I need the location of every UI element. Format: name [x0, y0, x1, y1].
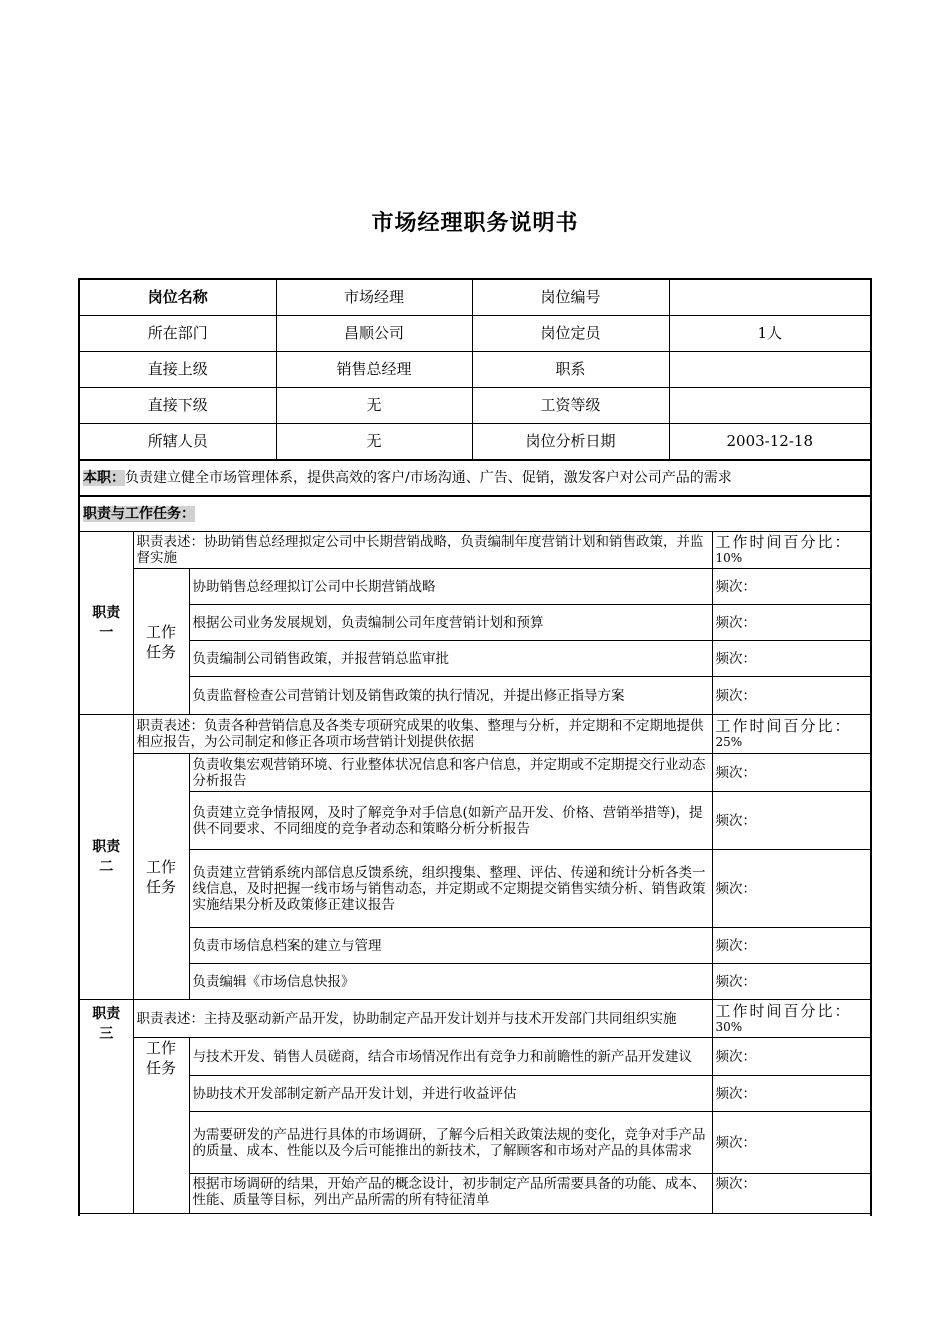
duty-2-task-1: 负责收集宏观营销环境、行业整体状况信息和客户信息，并定期或不定期提交行业动态分析报告: [189, 754, 712, 792]
duty-1-task-row-1: [80, 569, 870, 605]
duty-3-task-row-2: [80, 1076, 870, 1112]
duty-3-freq-3: 频次：: [712, 1112, 870, 1174]
duty-1-statement-row: [80, 532, 870, 569]
duty-1-freq-3: 频次：: [712, 641, 870, 677]
duty-2-pct-label: 工作时间百分比：: [715, 717, 852, 735]
duty-1-pct-cell: [712, 532, 870, 569]
value-position-name: 市场经理: [276, 280, 472, 316]
duty-2-task-row-1: [80, 754, 870, 792]
duty-1-task-3: 负责编制公司销售政策，并报营销总监审批: [189, 641, 712, 677]
duty-1-task-row-3: [80, 641, 870, 677]
value-position-code: [669, 280, 870, 316]
label-salary-grade: 工资等级: [472, 388, 669, 424]
duty-3-task-row-3: [80, 1112, 870, 1174]
value-analysis-date: 2003-12-18: [669, 424, 870, 460]
value-job-family: [669, 352, 870, 388]
duty-3-freq-1: 频次：: [712, 1038, 870, 1076]
label-subordinate: 直接下级: [80, 388, 276, 424]
duty-3-work-tasks-label: 工作任务: [133, 1038, 189, 1214]
label-job-family: 职系: [472, 352, 669, 388]
duties-table: [80, 496, 870, 1214]
label-analysis-date: 岗位分析日期: [472, 424, 669, 460]
duty-3-task-2: 协助技术开发部制定新产品开发计划，并进行收益评估: [189, 1076, 712, 1112]
info-row-2: [80, 316, 870, 352]
duty-3-statement-row: [80, 1000, 870, 1038]
duty-3-freq-2: 频次：: [712, 1076, 870, 1112]
duty-3-task-1: 与技术开发、销售人员磋商，结合市场情况作出有竞争力和前瞻性的新产品开发建议: [189, 1038, 712, 1076]
duty-2-freq-3: 频次：: [712, 850, 870, 928]
duty-2-task-row-3: [80, 850, 870, 928]
value-department: 昌顺公司: [276, 316, 472, 352]
duty-2-freq-2: 频次：: [712, 792, 870, 850]
label-position-name: 岗位名称: [80, 280, 276, 316]
duty-3-task-3: 为需要研发的产品进行具体的市场调研，了解今后相关政策法规的变化，竞争对手产品的质量、成本、性能以及今后可能推出的新技术，了解顾客和市场对产品的具体需求: [189, 1112, 712, 1174]
duty-2-statement-row: [80, 715, 870, 754]
duty-1-task-4: 负责监督检查公司营销计划及销售政策的执行情况，并提出修正指导方案: [189, 677, 712, 715]
duties-header-cell: [80, 497, 870, 532]
info-row-3: [80, 352, 870, 388]
duty-2-pct: 25%: [715, 735, 743, 749]
duty-1-task-1: 协助销售总经理拟订公司中长期营销战略: [189, 569, 712, 605]
duty-3-pct: 30%: [715, 1019, 743, 1034]
duties-header: 职责与工作任务：: [83, 506, 195, 522]
duty-2-task-row-2: [80, 792, 870, 850]
value-headcount: 1人: [669, 316, 870, 352]
duty-2-task-3: 负责建立营销系统内部信息反馈系统，组织搜集、整理、评估、传递和统计分析各类一线信息，及时把握一线市场与销售动态，并定期或不定期提交销售实绩分析、销售政策实施结果分析及政策修正建议报告: [189, 850, 712, 928]
info-row-4: [80, 388, 870, 424]
value-supervisor: 销售总经理: [276, 352, 472, 388]
basic-info-table: [80, 280, 870, 460]
duty-3-label: 职责三: [80, 1000, 133, 1214]
info-row-1: [80, 280, 870, 316]
duty-1-task-row-4: [80, 677, 870, 715]
duty-3-task-row-1: [80, 1038, 870, 1076]
label-department: 所在部门: [80, 316, 276, 352]
duties-header-row: [80, 497, 870, 532]
duty-1-freq-2: 频次：: [712, 605, 870, 641]
duty-3-task-4: 根据市场调研的结果，开始产品的概念设计，初步制定产品所需要具备的功能、成本、性能、质量等目标，列出产品所需的所有特征清单: [189, 1174, 712, 1214]
duty-2-label: 职责二: [80, 715, 133, 1000]
duty-3-task-row-4: [80, 1174, 870, 1214]
duty-2-task-row-4: [80, 928, 870, 964]
duty-1-freq-4: 频次：: [712, 677, 870, 715]
value-subordinate: 无: [276, 388, 472, 424]
label-position-code: 岗位编号: [472, 280, 669, 316]
duty-3-statement: 职责表述：主持及驱动新产品开发，协助制定产品开发计划并与技术开发部门共同组织实施: [133, 1000, 712, 1038]
duty-2-task-5: 负责编辑《市场信息快报》: [189, 964, 712, 1000]
duty-1-statement: 职责表述：协助销售总经理拟定公司中长期营销战略，负责编制年度营销计划和销售政策，并监督实施: [133, 532, 712, 569]
value-salary-grade: [669, 388, 870, 424]
mission-cell: [80, 461, 870, 496]
duty-1-work-tasks-label: 工作任务: [133, 569, 189, 715]
duty-2-task-2: 负责建立竞争情报网，及时了解竞争对手信息(如新产品开发、价格、营销举措等)，提供不同要求、不同细度的竞争者动态和策略分析分析报告: [189, 792, 712, 850]
duty-1-freq-1: 频次：: [712, 569, 870, 605]
duty-2-freq-5: 频次：: [712, 964, 870, 1000]
duty-2-work-tasks-label: 工作任务: [133, 754, 189, 1000]
mission-row: [80, 461, 870, 496]
label-headcount: 岗位定员: [472, 316, 669, 352]
job-description-table: [78, 278, 872, 1216]
mission-label: 本职：: [83, 469, 125, 486]
duty-2-task-4: 负责市场信息档案的建立与管理: [189, 928, 712, 964]
duty-2-freq-4: 频次：: [712, 928, 870, 964]
mission-text: 负责建立健全市场管理体系，提供高效的客户/市场沟通、广告、促销，激发客户对公司产品的需求: [125, 469, 732, 486]
label-staff: 所辖人员: [80, 424, 276, 460]
mission-table: [80, 460, 870, 496]
duty-3-pct-cell: [712, 1000, 870, 1038]
duty-1-pct-label: 工作时间百分比：: [715, 533, 852, 551]
duty-2-statement: 职责表述：负责各种营销信息及各类专项研究成果的收集、整理与分析，并定期和不定期地提供相应报告，为公司制定和修正各项市场营销计划提供依据: [133, 715, 712, 754]
info-row-5: [80, 424, 870, 460]
duty-3-pct-label: 工作时间百分比：: [715, 1001, 852, 1020]
page-title: 市场经理职务说明书: [371, 211, 579, 236]
duty-2-task-row-5: [80, 964, 870, 1000]
duty-1-task-row-2: [80, 605, 870, 641]
duty-2-pct-cell: [712, 715, 870, 754]
value-staff: 无: [276, 424, 472, 460]
label-supervisor: 直接上级: [80, 352, 276, 388]
duty-1-task-2: 根据公司业务发展规划，负责编制公司年度营销计划和预算: [189, 605, 712, 641]
duty-1-label: 职责一: [80, 532, 133, 715]
duty-3-freq-4: 频次：: [712, 1174, 870, 1214]
duty-1-pct: 10%: [715, 551, 743, 565]
duty-2-freq-1: 频次：: [712, 754, 870, 792]
